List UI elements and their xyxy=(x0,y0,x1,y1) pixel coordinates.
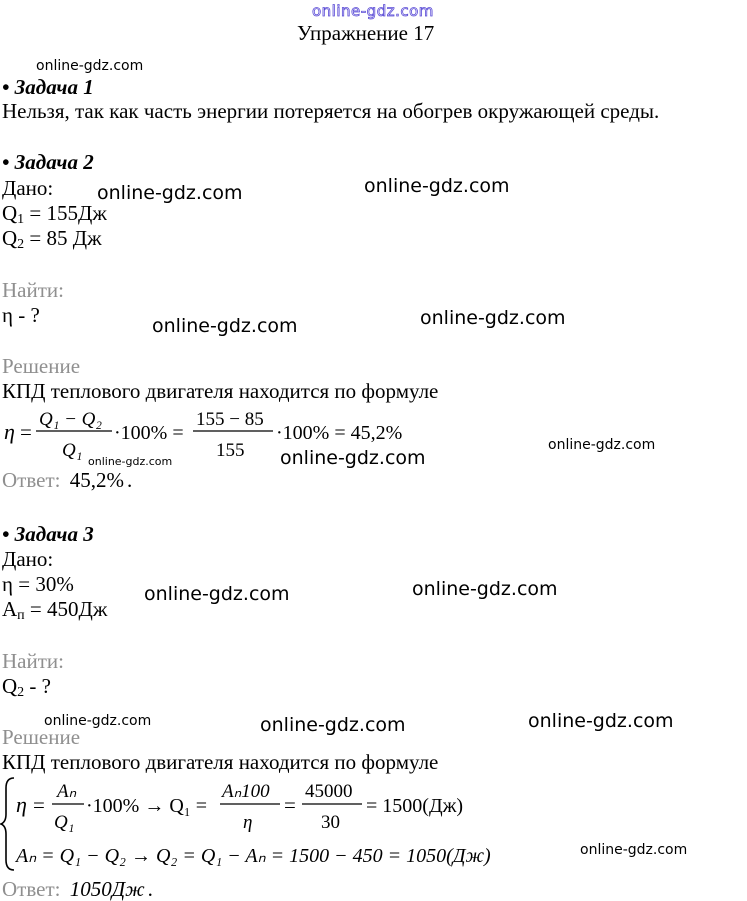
task3-find-label: Найти: xyxy=(2,649,64,673)
formula-denominator-2: 155 xyxy=(216,440,245,461)
task2-given-q1: $Q_1 = 155Дж$ xyxy=(2,201,107,227)
watermark: online-gdz.com xyxy=(36,58,144,74)
task2-given-q2: $Q_2 = 85$ Дж xyxy=(2,226,102,252)
task2-solution-text: КПД теплового двигателя находится по формуле xyxy=(2,379,439,403)
task3-system-formula xyxy=(0,774,540,876)
page-title: Упражнение 17 xyxy=(297,21,435,45)
task3-answer: Ответ: 1050Дж . xyxy=(2,877,153,901)
svg-text:η: η xyxy=(16,792,27,817)
task3-heading: • Задача 3 xyxy=(2,522,94,546)
formula-result: ·100% = 45,2% xyxy=(276,422,403,444)
formula-numerator-2: 155 − 85 xyxy=(196,409,264,430)
task1-text: Нельзя, так как часть энергии потеряется на обогрев окружающей среды. xyxy=(2,99,660,123)
formula-eq: = xyxy=(20,420,32,444)
watermark: online-gdz.com xyxy=(528,710,674,732)
watermark: online-gdz.com xyxy=(152,315,298,337)
watermark: online-gdz.com xyxy=(44,713,152,729)
watermark: online-gdz.com xyxy=(88,455,173,468)
task3-given-eta: η = 30% xyxy=(2,572,74,596)
svg-text:=: = xyxy=(33,793,45,817)
task3-solution-label: Решение xyxy=(2,725,81,749)
svg-text:= 1500(Дж): = 1500(Дж) xyxy=(366,795,464,817)
watermark: online-gdz.com xyxy=(548,437,656,453)
watermark: online-gdz.com xyxy=(412,578,558,600)
formula-denominator: Q₁ xyxy=(62,440,83,461)
task2-find-value: η - ? xyxy=(2,303,40,327)
formula-eta: η xyxy=(4,419,15,444)
task3-given-label: Дано: xyxy=(2,547,54,571)
task2-find-label: Найти: xyxy=(2,278,64,302)
task3-find-value: $Q_2$ - ? xyxy=(2,674,51,700)
svg-text:Aₙ100: Aₙ100 xyxy=(222,781,270,802)
watermark: online-gdz.com xyxy=(580,842,688,858)
watermark: online-gdz.com xyxy=(420,307,566,329)
watermark: online-gdz.com xyxy=(364,175,510,197)
task1-heading: • Задача 1 xyxy=(2,75,94,99)
task2-given-label: Дано: xyxy=(2,176,54,200)
watermark: online-gdz.com xyxy=(144,583,290,605)
svg-text:·100% → Q₁ =: ·100% → Q₁ = xyxy=(86,795,208,817)
task2-solution-label: Решение xyxy=(2,354,81,378)
watermark: online-gdz.com xyxy=(97,182,243,204)
watermark: online-gdz.com xyxy=(260,714,406,736)
watermark: online-gdz.com xyxy=(280,447,426,469)
formula-multiply: ·100% = xyxy=(114,422,184,444)
task3-given-a: $A_п = 450Дж$ xyxy=(2,597,108,623)
task2-answer: Ответ: 45,2% . xyxy=(2,468,133,492)
site-logo-text: online-gdz.com xyxy=(312,2,434,20)
svg-text:η: η xyxy=(243,812,253,833)
svg-text:30: 30 xyxy=(321,812,340,833)
svg-text:=: = xyxy=(284,793,296,817)
task2-heading: • Задача 2 xyxy=(2,150,94,174)
task3-solution-text: КПД теплового двигателя находится по формуле xyxy=(2,750,439,774)
svg-text:45000: 45000 xyxy=(305,781,353,802)
system-brace xyxy=(1,778,14,870)
formula-line-2: Aₙ = Q₁ − Q₂ → Q₂ = Q₁ − Aₙ = 1500 − 450 = 1050(Дж) xyxy=(16,845,491,867)
svg-text:Aₙ: Aₙ xyxy=(57,781,77,802)
svg-text:Q₁: Q₁ xyxy=(54,812,75,833)
formula-numerator: Q₁ − Q₂ xyxy=(39,409,102,430)
